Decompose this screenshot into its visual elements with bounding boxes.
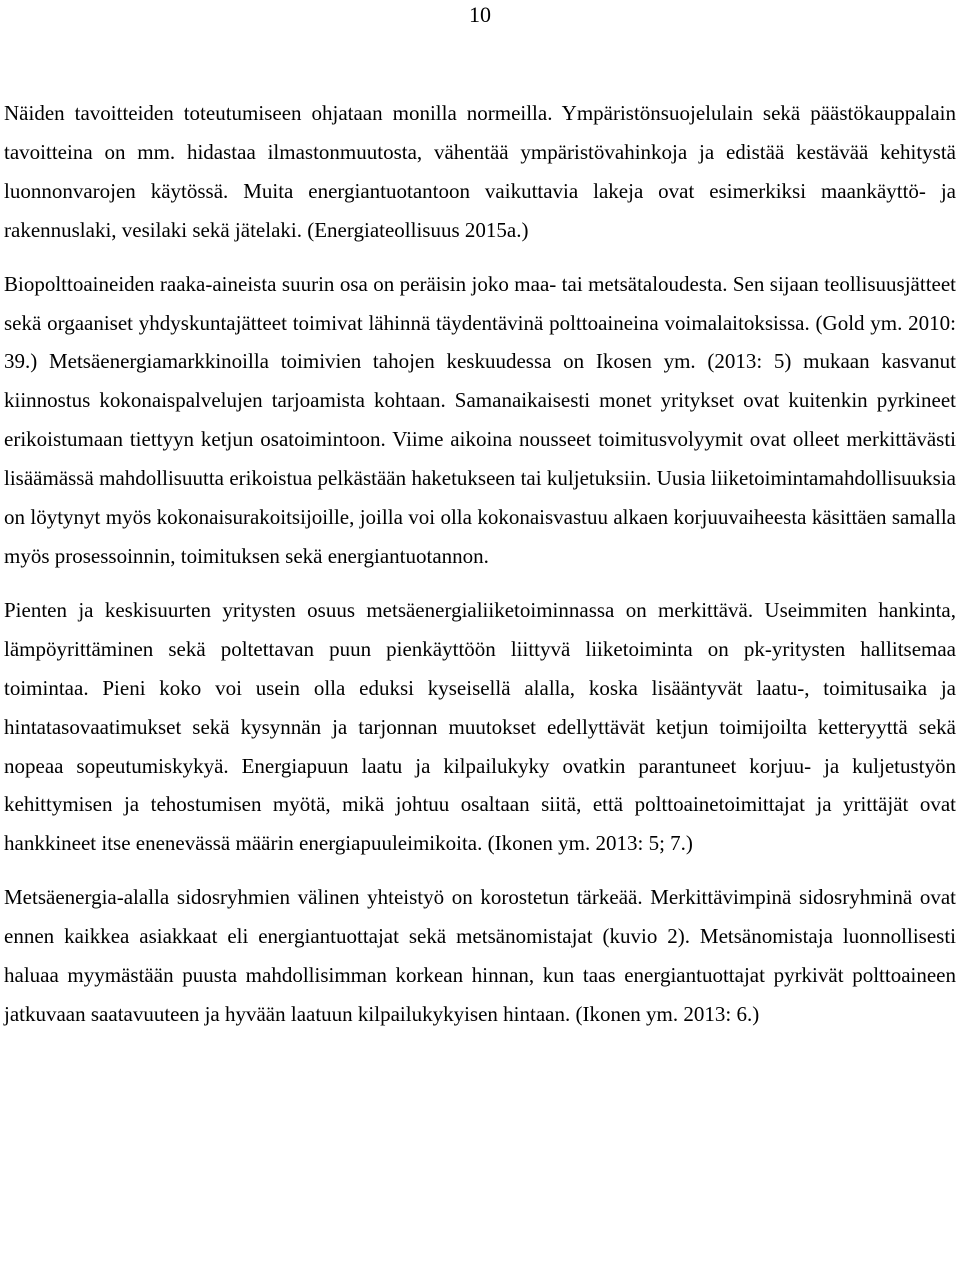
paragraph-1: Näiden tavoitteiden toteutumiseen ohjataan monilla normeilla. Ympäristönsuojelulain sekä päästökauppalain tavoitteina on mm. hidastaa ilmastonmuutosta, vähentää ympäristövahinkoja ja edistää kestävää kehitystä luonnonvarojen käytössä. Muita energiantuotantoon vaikuttavia lakeja ovat esimerkiksi maankäyttö- ja rakennuslaki, vesilaki sekä jätelaki. (Energiateollisuus 2015a.): [4, 101, 956, 242]
paragraph-3: Pienten ja keskisuurten yritysten osuus metsäenergialiiketoiminnassa on merkittävä. Useimmiten hankinta, lämpöyrittäminen sekä poltettavan puun pienkäyttöön liittyvä liiketoiminta on pk-yritysten hallitsemaa toimintaa. Pieni koko voi usein olla eduksi kyseisellä alalla, koska lisääntyvät laatu-, toimitusaika ja hintatasovaatimukset sekä kysynnän ja tarjonnan muutokset edellyttävät ketjun toimijoilta ketteryyttä sekä nopeaa sopeutumiskykyä. Energiapuun laatu ja kilpailukyky ovatkin parantuneet korjuu- ja kuljetustyön kehittymisen ja tehostumisen myötä, mikä johtuu osaltaan siitä, että polttoainetoimittajat ja yrittäjät ovat hankkineet itse enenevässä määrin energiapuuleimikoita. (Ikonen ym. 2013: 5; 7.): [4, 597, 956, 856]
page-number: 10: [469, 2, 491, 27]
paragraph-2: Biopolttoaineiden raaka-aineista suurin osa on peräisin joko maa- tai metsätaloudesta. Sen sijaan teollisuusjätteet sekä orgaaniset yhdyskuntajätteet toimivat lähinnä täydentävinä polttoaineina voimalaitoksissa. (Gold ym. 2010: 39.) Metsäenergiamarkkinoilla toimivien tahojen keskuudessa on Ikosen ym. (2013: 5) mukaan kasvanut kiinnostus kokonaispalvelujen tarjoamista kohtaan. Samanaikaisesti monet yritykset ovat kuitenkin pyrkineet erikoistumaan tiettyyn ketjun osatoimintoon. Viime aikoina nousseet toimitusvolyymit ovat olleet merkittävästi lisäämässä mahdollisuutta erikoistua pelkästään haketukseen tai kuljetuksiin. Uusia liiketoimintamahdollisuuksia on löytynyt myös kokonaisurakoitsijoille, joilla voi olla kokonaisvastuu alkaen korjuuvaiheesta käsittäen samalla myös prosessoinnin, toimituksen sekä energiantuotannon.: [4, 271, 956, 568]
document-body: [4, 94, 956, 1049]
paragraph-4: Metsäenergia-alalla sidosryhmien välinen yhteistyö on korostetun tärkeää. Merkittävimpinä sidosryhminä ovat ennen kaikkea asiakkaat eli energiantuottajat sekä metsänomistajat (kuvio 2). Metsänomistaja luonnollisesti haluaa myymästään puusta mahdollisimman korkean hinnan, kun taas energiantuottajat pyrkivät polttoaineen jatkuvaan saatavuuteen ja hyvään laatuun kilpailukykyisen hintaan. (Ikonen ym. 2013: 6.): [4, 885, 956, 1026]
